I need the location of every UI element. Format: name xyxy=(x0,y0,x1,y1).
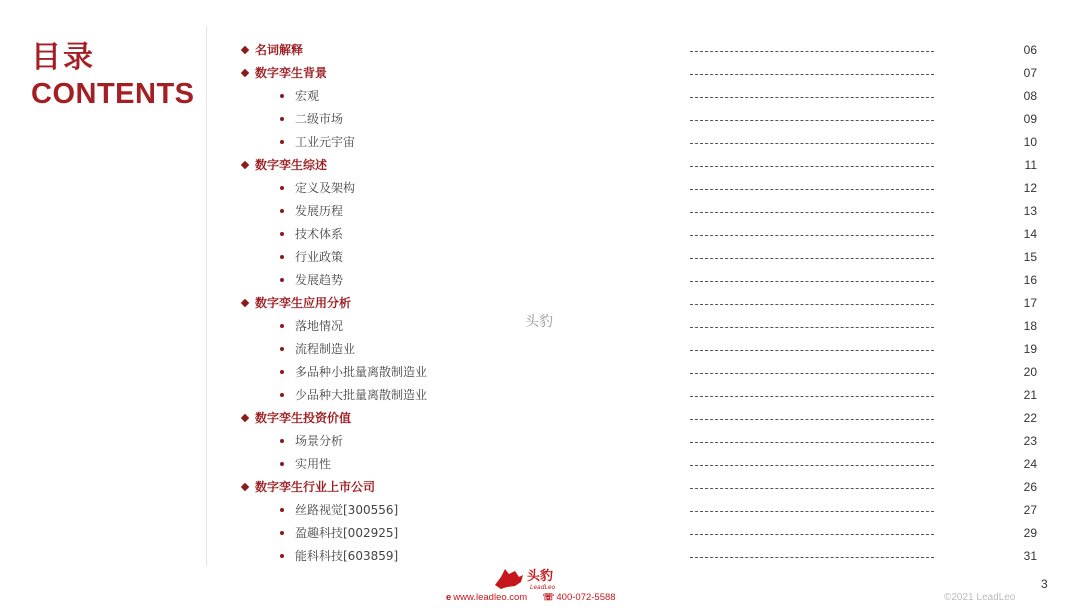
toc-entry-label xyxy=(280,386,427,404)
toc-page-number: 08 xyxy=(1023,89,1037,103)
toc-entry-label xyxy=(280,432,343,450)
page-title-en: CONTENTS xyxy=(31,78,195,110)
diamond-bullet-icon xyxy=(241,46,249,54)
toc-page-number: 26 xyxy=(1023,480,1037,494)
web-icon: e xyxy=(446,592,452,603)
toc-entry-label xyxy=(280,179,355,197)
toc-entry-label xyxy=(280,133,355,151)
leader-dots xyxy=(690,350,934,351)
toc-entry-label xyxy=(280,501,398,519)
diamond-bullet-icon xyxy=(241,69,249,77)
toc-subsection-row[interactable] xyxy=(0,223,1080,246)
toc-subsection-row[interactable] xyxy=(0,131,1080,154)
toc-entry-label xyxy=(280,248,343,266)
toc-subsection-row[interactable] xyxy=(0,108,1080,131)
page-title-cn: 目录 xyxy=(31,40,95,75)
diamond-bullet-icon xyxy=(241,414,249,422)
dot-bullet-icon xyxy=(280,347,284,351)
toc-entry-text: 数字孪生综述 xyxy=(255,158,328,172)
diamond-bullet-icon xyxy=(241,161,249,169)
toc-entry-text: 多品种小批量离散制造业 xyxy=(295,365,428,379)
dot-bullet-icon xyxy=(280,209,284,213)
toc-entry-text: 流程制造业 xyxy=(295,342,356,356)
leader-dots xyxy=(690,511,934,512)
toc-subsection-row[interactable] xyxy=(0,246,1080,269)
toc-section-row[interactable] xyxy=(0,407,1080,430)
toc-subsection-row[interactable] xyxy=(0,430,1080,453)
dot-bullet-icon xyxy=(280,462,284,466)
toc-entry-text: 工业元宇宙 xyxy=(295,135,356,149)
toc-entry-text: 数字孪生背景 xyxy=(255,66,328,80)
toc-section-row[interactable] xyxy=(0,476,1080,499)
toc-entry-label xyxy=(242,64,327,82)
toc-page-number: 13 xyxy=(1023,204,1037,218)
toc-entry-text: 名词解释 xyxy=(255,43,304,57)
dot-bullet-icon xyxy=(280,370,284,374)
toc-page-number: 16 xyxy=(1023,273,1037,287)
dot-bullet-icon xyxy=(280,531,284,535)
toc-entry-label xyxy=(280,317,343,335)
toc-entry-text: 丝路视觉[300556] xyxy=(295,503,399,517)
toc-entry-text: 数字孪生应用分析 xyxy=(255,296,352,310)
toc-subsection-row[interactable] xyxy=(0,499,1080,522)
toc-page-number: 20 xyxy=(1023,365,1037,379)
toc-entry-label xyxy=(280,363,427,381)
dot-bullet-icon xyxy=(280,94,284,98)
toc-page-number: 10 xyxy=(1023,135,1037,149)
toc-entry-label xyxy=(280,225,343,243)
toc-entry-label xyxy=(280,455,331,473)
toc-entry-label xyxy=(242,156,327,174)
toc-page-number: 06 xyxy=(1023,43,1037,57)
leader-dots xyxy=(690,189,934,190)
toc-entry-text: 发展趋势 xyxy=(295,273,344,287)
toc-entry-text: 实用性 xyxy=(295,457,332,471)
leader-dots xyxy=(690,442,934,443)
toc-entry-text: 定义及架构 xyxy=(295,181,356,195)
leader-dots xyxy=(690,120,934,121)
leader-dots xyxy=(690,212,934,213)
toc-section-row[interactable] xyxy=(0,154,1080,177)
leader-dots xyxy=(690,304,934,305)
toc-entry-label xyxy=(280,524,398,542)
toc-entry-label xyxy=(242,41,303,59)
svg-text:头豹: 头豹 xyxy=(527,569,554,584)
toc-subsection-row[interactable] xyxy=(0,384,1080,407)
toc-page-number: 12 xyxy=(1023,181,1037,195)
toc-page-number: 27 xyxy=(1023,503,1037,517)
svg-text:LeadLeo: LeadLeo xyxy=(530,584,556,591)
leader-dots xyxy=(690,166,934,167)
dot-bullet-icon xyxy=(280,255,284,259)
toc-entry-label xyxy=(280,110,343,128)
leader-dots xyxy=(690,557,934,558)
toc-subsection-row[interactable] xyxy=(0,200,1080,223)
toc-subsection-row[interactable] xyxy=(0,85,1080,108)
toc-page-number: 17 xyxy=(1023,296,1037,310)
toc-subsection-row[interactable] xyxy=(0,361,1080,384)
dot-bullet-icon xyxy=(280,324,284,328)
leader-dots xyxy=(690,281,934,282)
dot-bullet-icon xyxy=(280,232,284,236)
dot-bullet-icon xyxy=(280,186,284,190)
dot-bullet-icon xyxy=(280,117,284,121)
toc-page-number: 31 xyxy=(1023,549,1037,563)
toc-section-row[interactable] xyxy=(0,39,1080,62)
toc-page-number: 23 xyxy=(1023,434,1037,448)
leader-dots xyxy=(690,465,934,466)
toc-entry-text: 二级市场 xyxy=(295,112,344,126)
leader-dots xyxy=(690,97,934,98)
toc-page-number: 19 xyxy=(1023,342,1037,356)
dot-bullet-icon xyxy=(280,278,284,282)
toc-page-number: 07 xyxy=(1023,66,1037,80)
toc-entry-label xyxy=(280,87,319,105)
toc-page-number: 09 xyxy=(1023,112,1037,126)
toc-entry-label xyxy=(280,340,355,358)
toc-entry-label xyxy=(280,271,343,289)
toc-subsection-row[interactable] xyxy=(0,522,1080,545)
toc-subsection-row[interactable] xyxy=(0,453,1080,476)
leader-dots xyxy=(690,235,934,236)
toc-entry-text: 数字孪生行业上市公司 xyxy=(255,480,376,494)
toc-entry-label xyxy=(280,547,398,565)
leader-dots xyxy=(690,373,934,374)
toc-entry-text: 宏观 xyxy=(295,89,320,103)
dot-bullet-icon xyxy=(280,554,284,558)
toc-entry-text: 能科科技[603859] xyxy=(295,549,399,563)
leadleo-logo xyxy=(493,565,563,591)
leader-dots xyxy=(690,143,934,144)
toc-page-number: 21 xyxy=(1023,388,1037,402)
leader-dots xyxy=(690,488,934,489)
table-of-contents xyxy=(0,39,1080,568)
toc-entry-text: 行业政策 xyxy=(295,250,344,264)
toc-page-number: 24 xyxy=(1023,457,1037,471)
page-number: 3 xyxy=(1041,577,1048,591)
toc-entry-text: 数字孪生投资价值 xyxy=(255,411,352,425)
toc-page-number: 14 xyxy=(1023,227,1037,241)
leader-dots xyxy=(690,258,934,259)
dot-bullet-icon xyxy=(280,393,284,397)
toc-entry-text: 少品种大批量离散制造业 xyxy=(295,388,428,402)
copyright: ©2021 LeadLeo xyxy=(944,592,1016,603)
toc-section-row[interactable] xyxy=(0,62,1080,85)
toc-page-number: 15 xyxy=(1023,250,1037,264)
toc-entry-text: 落地情况 xyxy=(295,319,344,333)
toc-entry-label xyxy=(242,409,351,427)
dot-bullet-icon xyxy=(280,140,284,144)
phone-number: 400-072-5588 xyxy=(556,592,616,603)
toc-entry-text: 场景分析 xyxy=(295,434,344,448)
footer-contact xyxy=(446,592,616,603)
toc-subsection-row[interactable] xyxy=(0,338,1080,361)
toc-entry-text: 发展历程 xyxy=(295,204,344,218)
leader-dots xyxy=(690,534,934,535)
diamond-bullet-icon xyxy=(241,483,249,491)
toc-entry-label xyxy=(280,202,343,220)
leader-dots xyxy=(690,74,934,75)
toc-entry-label xyxy=(242,294,351,312)
toc-entry-label xyxy=(242,478,375,496)
dot-bullet-icon xyxy=(280,439,284,443)
toc-page-number: 29 xyxy=(1023,526,1037,540)
toc-entry-text: 盈趣科技[002925] xyxy=(295,526,399,540)
leader-dots xyxy=(690,327,934,328)
leader-dots xyxy=(690,51,934,52)
phone-icon: ☏ xyxy=(542,592,555,603)
toc-subsection-row[interactable] xyxy=(0,177,1080,200)
toc-entry-text: 技术体系 xyxy=(295,227,344,241)
watermark: 头豹 xyxy=(525,314,553,330)
website-link[interactable]: www.leadleo.com xyxy=(453,592,528,603)
toc-page-number: 11 xyxy=(1024,158,1037,172)
toc-page-number: 22 xyxy=(1023,411,1037,425)
diamond-bullet-icon xyxy=(241,299,249,307)
toc-subsection-row[interactable] xyxy=(0,269,1080,292)
leader-dots xyxy=(690,419,934,420)
dot-bullet-icon xyxy=(280,508,284,512)
toc-page-number: 18 xyxy=(1023,319,1037,333)
leader-dots xyxy=(690,396,934,397)
